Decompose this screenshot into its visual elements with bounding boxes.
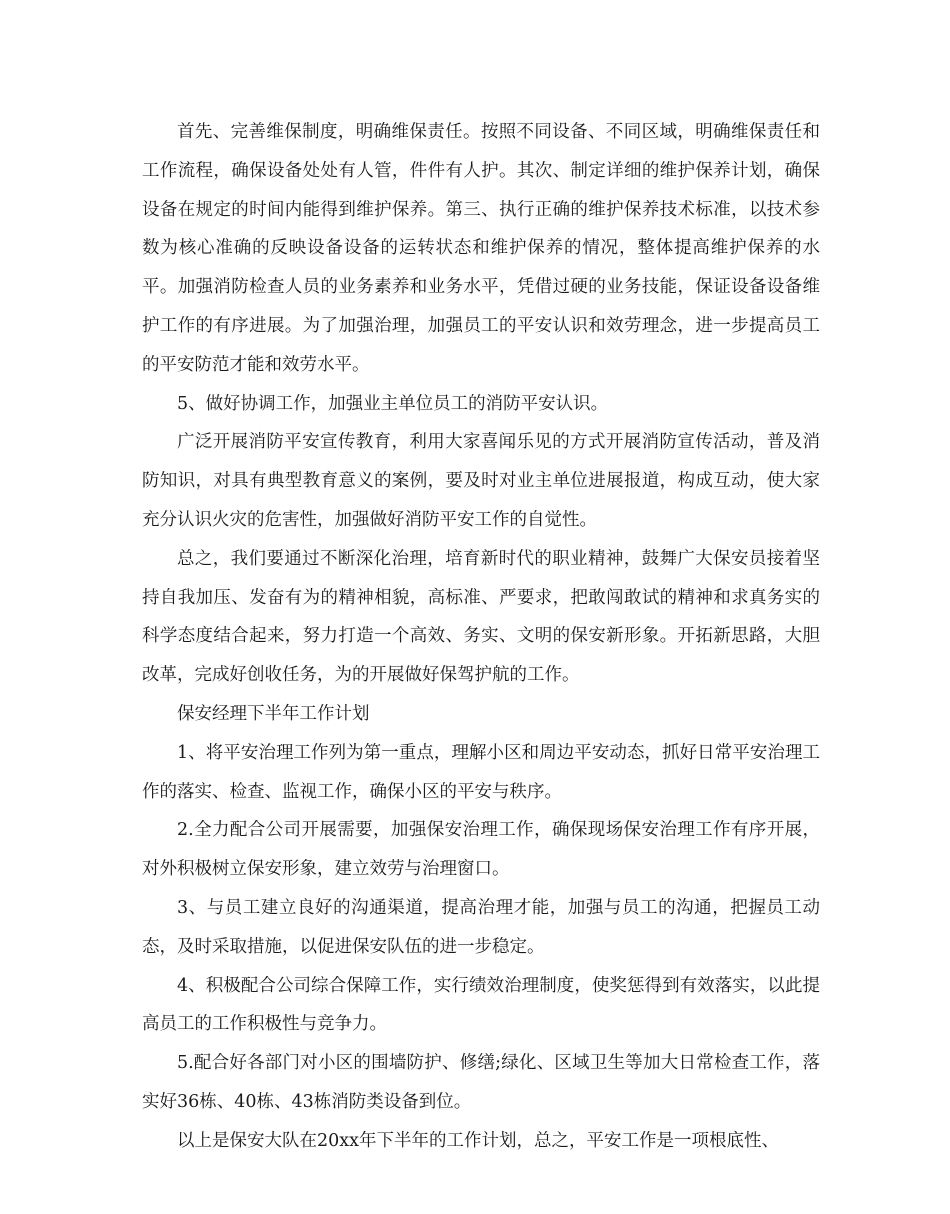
plan-item-1: 1、将平安治理工作列为第一重点，理解小区和周边平安动态，抓好日常平安治理工作的落实、检查、监视工作，确保小区的平安与秩序。	[142, 742, 820, 802]
paragraph-fire-safety-publicity: 广泛开展消防平安宣传教育，利用大家喜闻乐见的方式开展消防宣传活动，普及消防知识，对具有典型教育意义的案例，要及时对业主单位进展报道，构成互动，使大家充分认识火灾的危害性，加强做好消防平安工作的自觉性。	[142, 432, 820, 530]
document-body	[142, 113, 820, 1161]
plan-item-4: 4、积极配合公司综合保障工作，实行绩效治理制度，使奖惩得到有效落实，以此提高员工的工作积极性与竞争力。	[142, 975, 820, 1035]
paragraph-summary: 总之，我们要通过不断深化治理，培育新时代的职业精神，鼓舞广大保安员接着坚持自我加压、发奋有为的精神相貌，高标准、严要求，把敢闯敢试的精神和求真务实的科学态度结合起来，努力打造一个高效、务实、文明的保安新形象。开拓新思路，大胆改革，完成好创收任务，为的开展做好保驾护航的工作。	[142, 548, 820, 686]
paragraph-closing: 以上是保安大队在20xx年下半年的工作计划，总之，平安工作是一项根底性、	[177, 1130, 780, 1151]
plan-item-2: 2.全力配合公司开展需要，加强保安治理工作，确保现场保安治理工作有序开展，对外积极树立保安形象，建立效劳与治理窗口。	[142, 820, 820, 880]
plan-item-3: 3、与员工建立良好的沟通渠道，提高治理才能，加强与员工的沟通，把握员工动态，及时采取措施，以促进保安队伍的进一步稳定。	[142, 897, 820, 957]
plan-item-5: 5.配合好各部门对小区的围墙防护、修缮;绿化、区域卫生等加大日常检查工作，落实好36栋、40栋、43栋消防类设备到位。	[142, 1053, 820, 1112]
section-heading-work-plan: 保安经理下半年工作计划	[177, 703, 370, 724]
paragraph-maintenance-system: 首先、完善维保制度，明确维保责任。按照不同设备、不同区域，明确维保责任和工作流程，确保设备处处有人管，件件有人护。其次、制定详细的维护保养计划，确保设备在规定的时间内能得到维护保养。第三、执行正确的维护保养技术标准，以技术参数为核心准确的反映设备设备的运转状态和维护保养的情况，整体提高维护保养的水平。加强消防检查人员的业务素养和业务水平，凭借过硬的业务技能，保证设备设备维护工作的有序进展。为了加强治理，加强员工的平安认识和效劳理念，进一步提高员工的平安防范才能和效劳水平。	[142, 122, 820, 375]
paragraph-item-5-coordination: 5、做好协调工作，加强业主单位员工的消防平安认识。	[177, 393, 609, 414]
